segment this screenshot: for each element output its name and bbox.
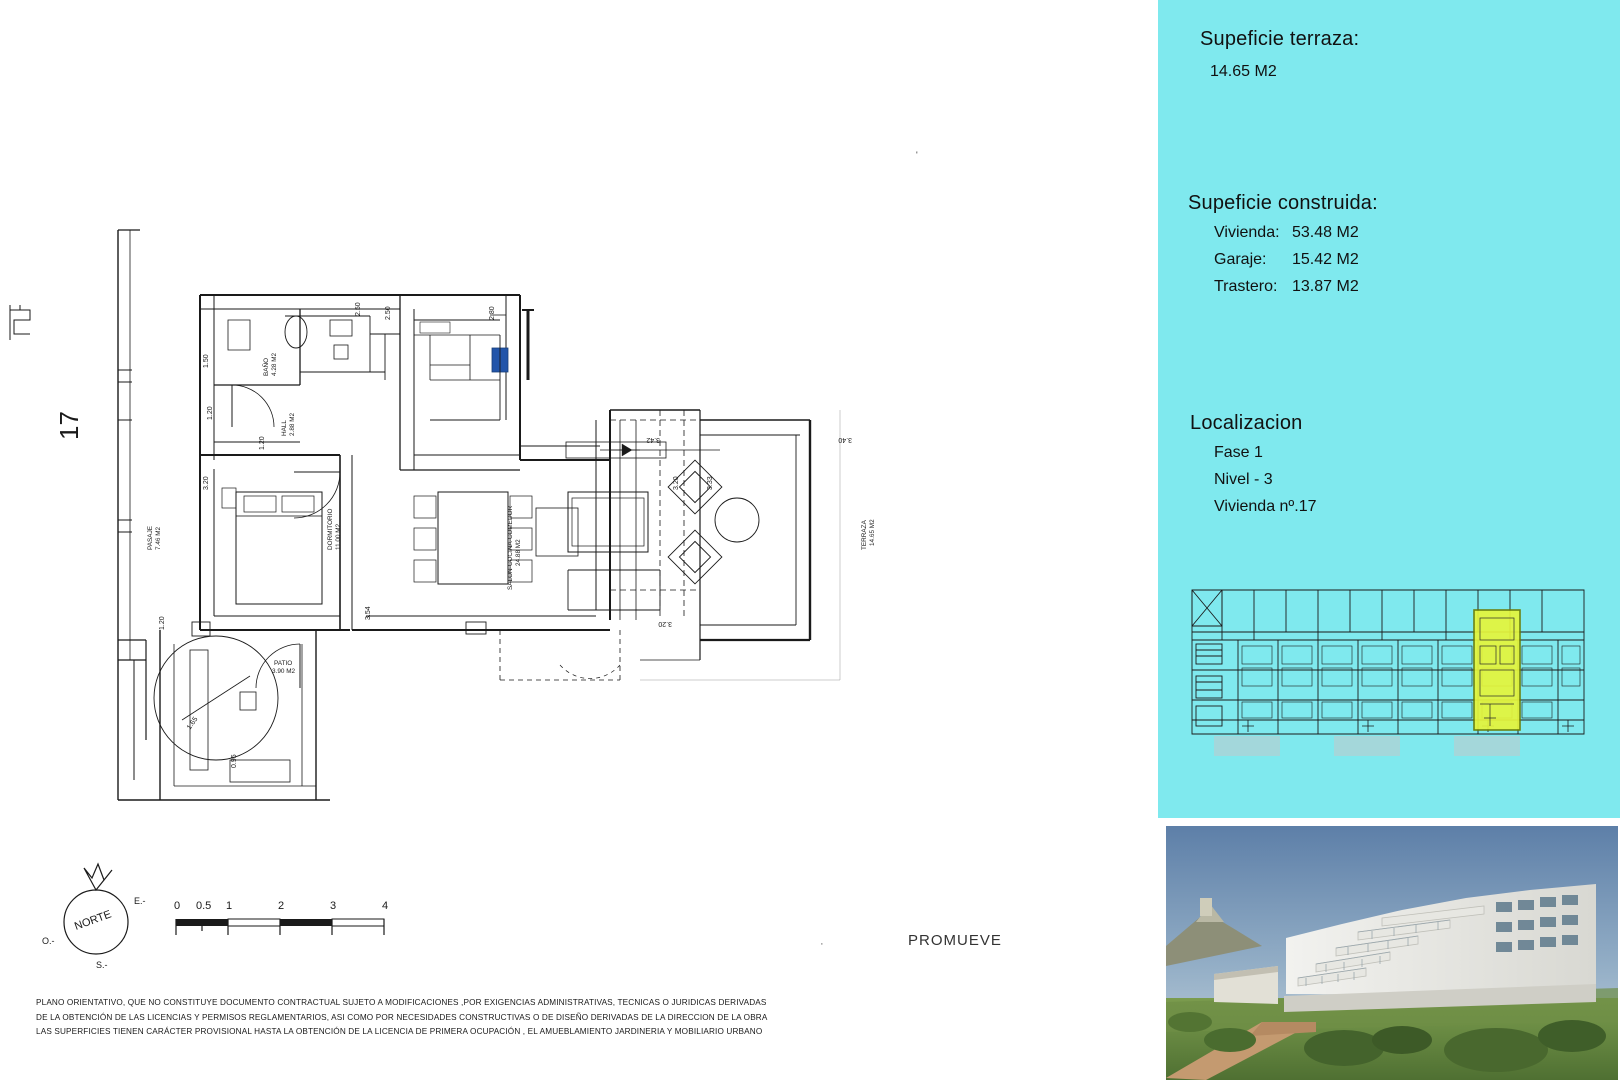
svg-text:4.28 M2: 4.28 M2: [271, 352, 278, 376]
svg-text:DORMITORIO: DORMITORIO: [327, 508, 334, 550]
svg-text:4: 4: [382, 900, 389, 912]
svg-text:0.5: 0.5: [196, 900, 212, 912]
location-phase: Fase 1: [1214, 444, 1263, 461]
svg-text:11.00 M2: 11.00 M2: [335, 523, 342, 550]
svg-text:BAÑO: BAÑO: [263, 357, 270, 376]
info-panel: [1158, 0, 1620, 818]
svg-text:0: 0: [174, 900, 181, 912]
svg-text:3.20: 3.20: [203, 476, 210, 490]
svg-text:3.20: 3.20: [673, 476, 680, 490]
svg-text:1.50: 1.50: [203, 354, 210, 368]
svg-text:3.33: 3.33: [707, 476, 714, 490]
unit-number-label: 17: [54, 411, 84, 440]
svg-text:1.20: 1.20: [207, 406, 214, 420]
terrace-area-block: [1200, 28, 1359, 81]
svg-text:2.88 M2: 2.88 M2: [289, 412, 296, 436]
svg-text:1.20: 1.20: [259, 436, 266, 450]
svg-text:S.-: S.-: [96, 960, 108, 970]
built-area-label-trastero: Trastero:: [1214, 278, 1278, 295]
svg-text:O.-: O.-: [42, 936, 55, 946]
svg-text:SALON-COCINA-COMEDOR: SALON-COCINA-COMEDOR: [507, 505, 514, 590]
svg-text:1.65: 1.65: [185, 715, 200, 732]
svg-text:3: 3: [330, 900, 337, 912]
svg-text:24.88 M2: 24.88 M2: [515, 539, 522, 566]
disclaimer-line-3: LAS SUPERFICIES TIENEN CARÁCTER PROVISIONAL HASTA LA OBTENCIÓN DE LA LICENCIA DE PRIMERA OCUPACIÓN , EL AMUEBLAMIENTO JARDINERIA Y MOBILIARIO URBANO: [36, 1027, 763, 1036]
svg-text:NORTE: NORTE: [72, 908, 114, 933]
svg-text:PASAJE: PASAJE: [147, 525, 154, 550]
svg-text:3.54: 3.54: [365, 606, 372, 620]
promueve-label: PROMUEVE: [908, 932, 1002, 949]
terrace-area-value: 14.65 M2: [1210, 63, 1277, 80]
drawing-tick-mark: ': [916, 150, 918, 160]
location-title: Localizacion: [1190, 412, 1303, 434]
disclaimer-line-1: PLANO ORIENTATIVO, QUE NO CONSTITUYE DOCUMENTO CONTRACTUAL SUJETO A MODIFICACIONES ,POR EXIGENCIAS ADMINISTRATIVAS, TECNICAS O JURIDICAS DERIVADAS: [36, 998, 767, 1007]
svg-text:TERRAZA: TERRAZA: [861, 520, 868, 550]
location-unit: Vivienda nº.17: [1214, 498, 1317, 515]
built-area-value-garaje: 15.42 M2: [1292, 251, 1359, 268]
location-block: [1190, 412, 1317, 516]
svg-text:14.65 M2: 14.65 M2: [869, 519, 876, 546]
disclaimer-text: [36, 996, 1096, 1040]
built-area-value-trastero: 13.87 M2: [1292, 278, 1359, 295]
misc-dot: ·: [820, 938, 824, 950]
svg-text:2.50: 2.50: [355, 302, 362, 316]
svg-text:7.46 M2: 7.46 M2: [155, 526, 162, 550]
built-area-value-vivienda: 53.48 M2: [1292, 224, 1359, 241]
built-area-row-garaje: [1214, 251, 1378, 269]
svg-text:HALL: HALL: [281, 420, 288, 436]
location-level: Nivel - 3: [1214, 471, 1273, 488]
built-area-row-vivienda: [1214, 224, 1378, 242]
svg-text:2.80: 2.80: [489, 306, 496, 320]
terrace-area-title: Supeficie terraza:: [1200, 28, 1360, 50]
svg-text:0.95: 0.95: [231, 754, 238, 768]
svg-text:E.-: E.-: [134, 896, 146, 906]
built-area-label-vivienda: Vivienda:: [1214, 224, 1280, 241]
disclaimer-line-2: DE LA OBTENCIÓN DE LAS LICENCIAS Y PERMISOS REGLAMENTARIOS, ASI COMO POR NECESIDADES CONSTRUCTIVAS O DE DISEÑO DERIVADAS DE LA DIRECCION DE LA OBRA: [36, 1012, 768, 1022]
highlighted-unit-17: [1474, 610, 1520, 730]
svg-text:1: 1: [226, 900, 233, 912]
key-plan-thumbnail: [1178, 580, 1598, 760]
floor-plan-drawing: [0, 120, 1100, 920]
svg-text:PATIO: PATIO: [274, 660, 293, 667]
building-render-photo: [1166, 826, 1618, 1080]
scale-bar: [170, 895, 430, 945]
svg-text:2.50: 2.50: [385, 306, 392, 320]
svg-text:1.20: 1.20: [159, 616, 166, 630]
built-area-row-trastero: [1214, 278, 1378, 296]
built-area-label-garaje: Garaje:: [1214, 251, 1267, 268]
svg-text:3.20: 3.20: [658, 620, 672, 627]
north-marker: [40, 860, 170, 970]
built-area-block: [1188, 192, 1378, 296]
svg-text:3.42: 3.42: [646, 436, 660, 443]
svg-text:2: 2: [278, 900, 285, 912]
svg-text:3.40: 3.40: [838, 436, 852, 443]
svg-text:3.90 M2: 3.90 M2: [272, 668, 296, 675]
built-area-title: Supeficie construida:: [1188, 192, 1378, 214]
